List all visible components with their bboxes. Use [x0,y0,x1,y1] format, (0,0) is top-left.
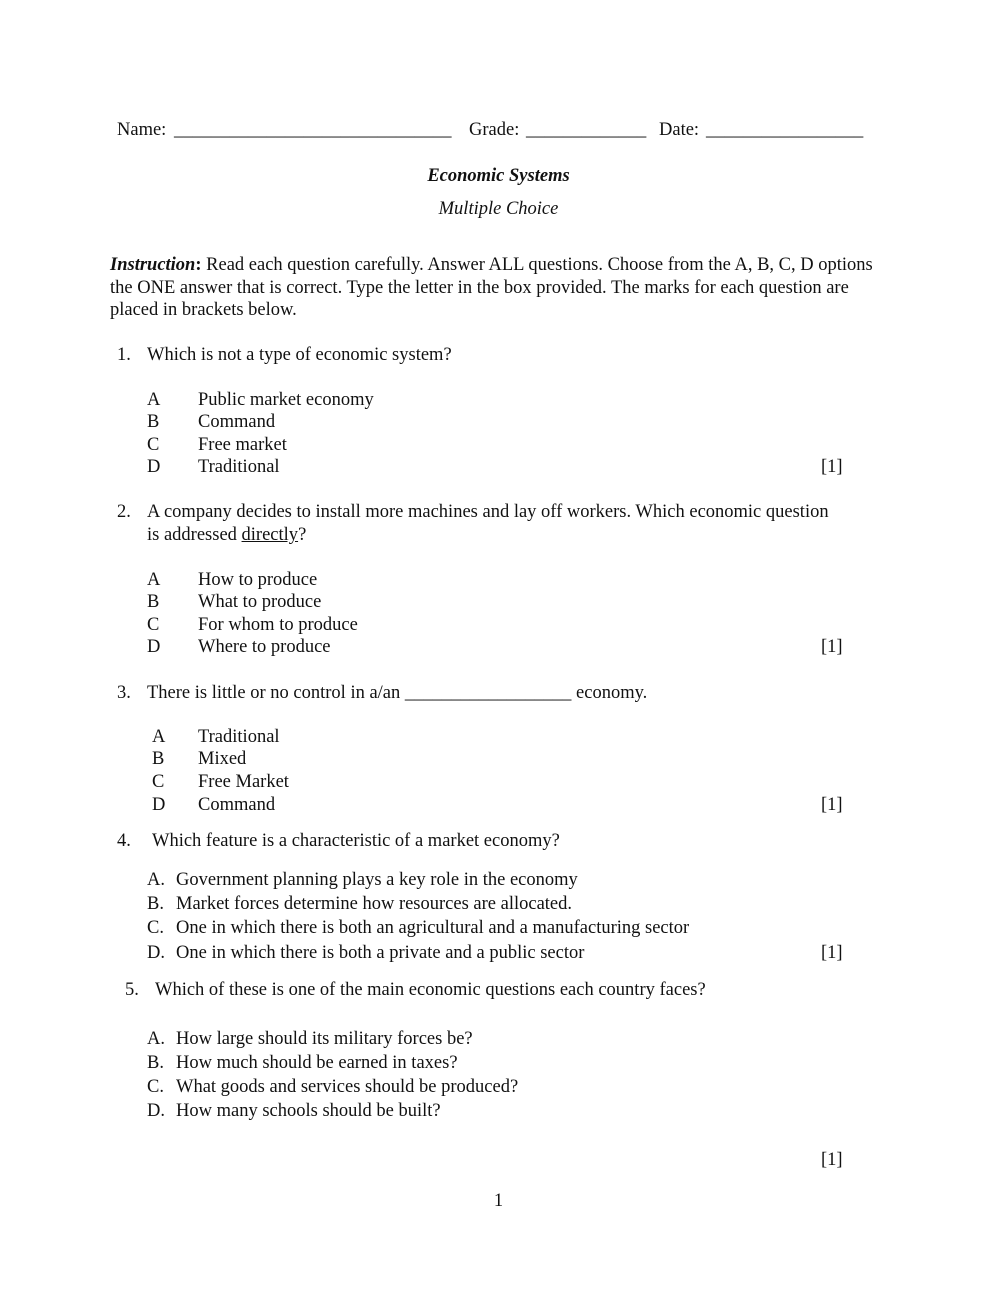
question-2-option-d-text: Where to produce [198,637,331,657]
instruction-colon: : [195,255,202,275]
question-2-option-d-letter: D [147,637,161,657]
instruction-label: Instruction [110,255,196,275]
question-1-option-c-letter: C [147,435,160,455]
question-2-marks: [1] [821,637,843,657]
question-5-option-b-text: How much should be earned in taxes? [176,1053,458,1073]
name-blank: ______________________________ [174,120,452,140]
question-3-option-c-letter: C [152,772,165,792]
question-4-number: 4. [117,831,131,851]
question-3-option-d-text: Command [198,795,276,815]
question-3-option-d-letter: D [152,795,166,815]
question-4-option-a-text: Government planning plays a key role in the economy [176,870,578,890]
question-2-text-line2-pre: is addressed [147,525,242,545]
question-3-text: There is little or no control in a/an __________________ economy. [147,683,648,703]
instruction-paragraph [110,254,880,322]
question-4-option-c-letter: C. [147,918,164,938]
question-5-option-a-text: How large should its military forces be? [176,1029,473,1049]
question-4-option-d-text: One in which there is both a private and a public sector [176,943,585,963]
question-4-option-c-text: One in which there is both an agricultural and a manufacturing sector [176,918,690,938]
question-2-option-b-letter: B [147,592,160,612]
question-2-text-line2 [147,526,306,545]
question-4-option-d-letter: D. [147,943,165,963]
question-2-option-a-text: How to produce [198,570,318,590]
question-3-option-c-text: Free Market [198,772,289,792]
question-4-text: Which feature is a characteristic of a market economy? [152,831,560,851]
document-subtitle: Multiple Choice [438,199,559,219]
question-2-option-b-text: What to produce [198,592,322,612]
question-1-option-a-text: Public market economy [198,390,374,410]
question-1-text: Which is not a type of economic system? [147,345,452,365]
question-3-option-b-text: Mixed [198,749,247,769]
question-5-marks: [1] [821,1150,843,1170]
question-4-option-a-letter: A. [147,870,165,890]
question-2-option-c-text: For whom to produce [198,615,358,635]
question-2-option-a-letter: A [147,570,161,590]
question-5-option-b-letter: B. [147,1053,164,1073]
question-3-option-a-letter: A [152,727,166,747]
date-label: Date: [659,120,700,140]
name-label: Name: [117,120,167,140]
question-2-option-c-letter: C [147,615,160,635]
question-1-option-b-text: Command [198,412,276,432]
question-3-option-b-letter: B [152,749,165,769]
instruction-text: Read each question carefully. Answer ALL questions. Choose from the A, B, C, D options the ONE answer that is correct. Type the letter in the box provided. The marks for each question are placed in brackets below. [110,255,873,320]
question-5-option-c-text: What goods and services should be produced? [176,1077,519,1097]
grade-blank: _____________ [526,120,647,140]
question-1-number: 1. [117,345,131,365]
question-2-number: 2. [117,502,131,522]
question-2-text-line1: A company decides to install more machines and lay off workers. Which economic question [147,502,829,522]
question-4-option-b-text: Market forces determine how resources are allocated. [176,894,573,914]
question-3-option-a-text: Traditional [198,727,280,747]
question-1-option-b-letter: B [147,412,160,432]
document-title: Economic Systems [427,166,570,186]
question-5-option-c-letter: C. [147,1077,164,1097]
question-5-option-d-text: How many schools should be built? [176,1101,441,1121]
question-5-number: 5. [125,980,139,1000]
question-1-option-d-text: Traditional [198,457,280,477]
grade-label: Grade: [469,120,520,140]
page-number: 1 [493,1191,504,1211]
question-2-text-line2-post: ? [298,525,307,545]
question-1-option-d-letter: D [147,457,161,477]
date-blank: _________________ [706,120,864,140]
question-4-option-b-letter: B. [147,894,164,914]
question-2-text-underlined: directly [241,525,299,545]
question-4-marks: [1] [821,943,843,963]
question-1-option-a-letter: A [147,390,161,410]
question-3-number: 3. [117,683,131,703]
question-5-text: Which of these is one of the main economic questions each country faces? [155,980,706,1000]
question-1-option-c-text: Free market [198,435,287,455]
question-1-marks: [1] [821,457,843,477]
question-5-option-d-letter: D. [147,1101,165,1121]
question-3-marks: [1] [821,795,843,815]
question-5-option-a-letter: A. [147,1029,165,1049]
